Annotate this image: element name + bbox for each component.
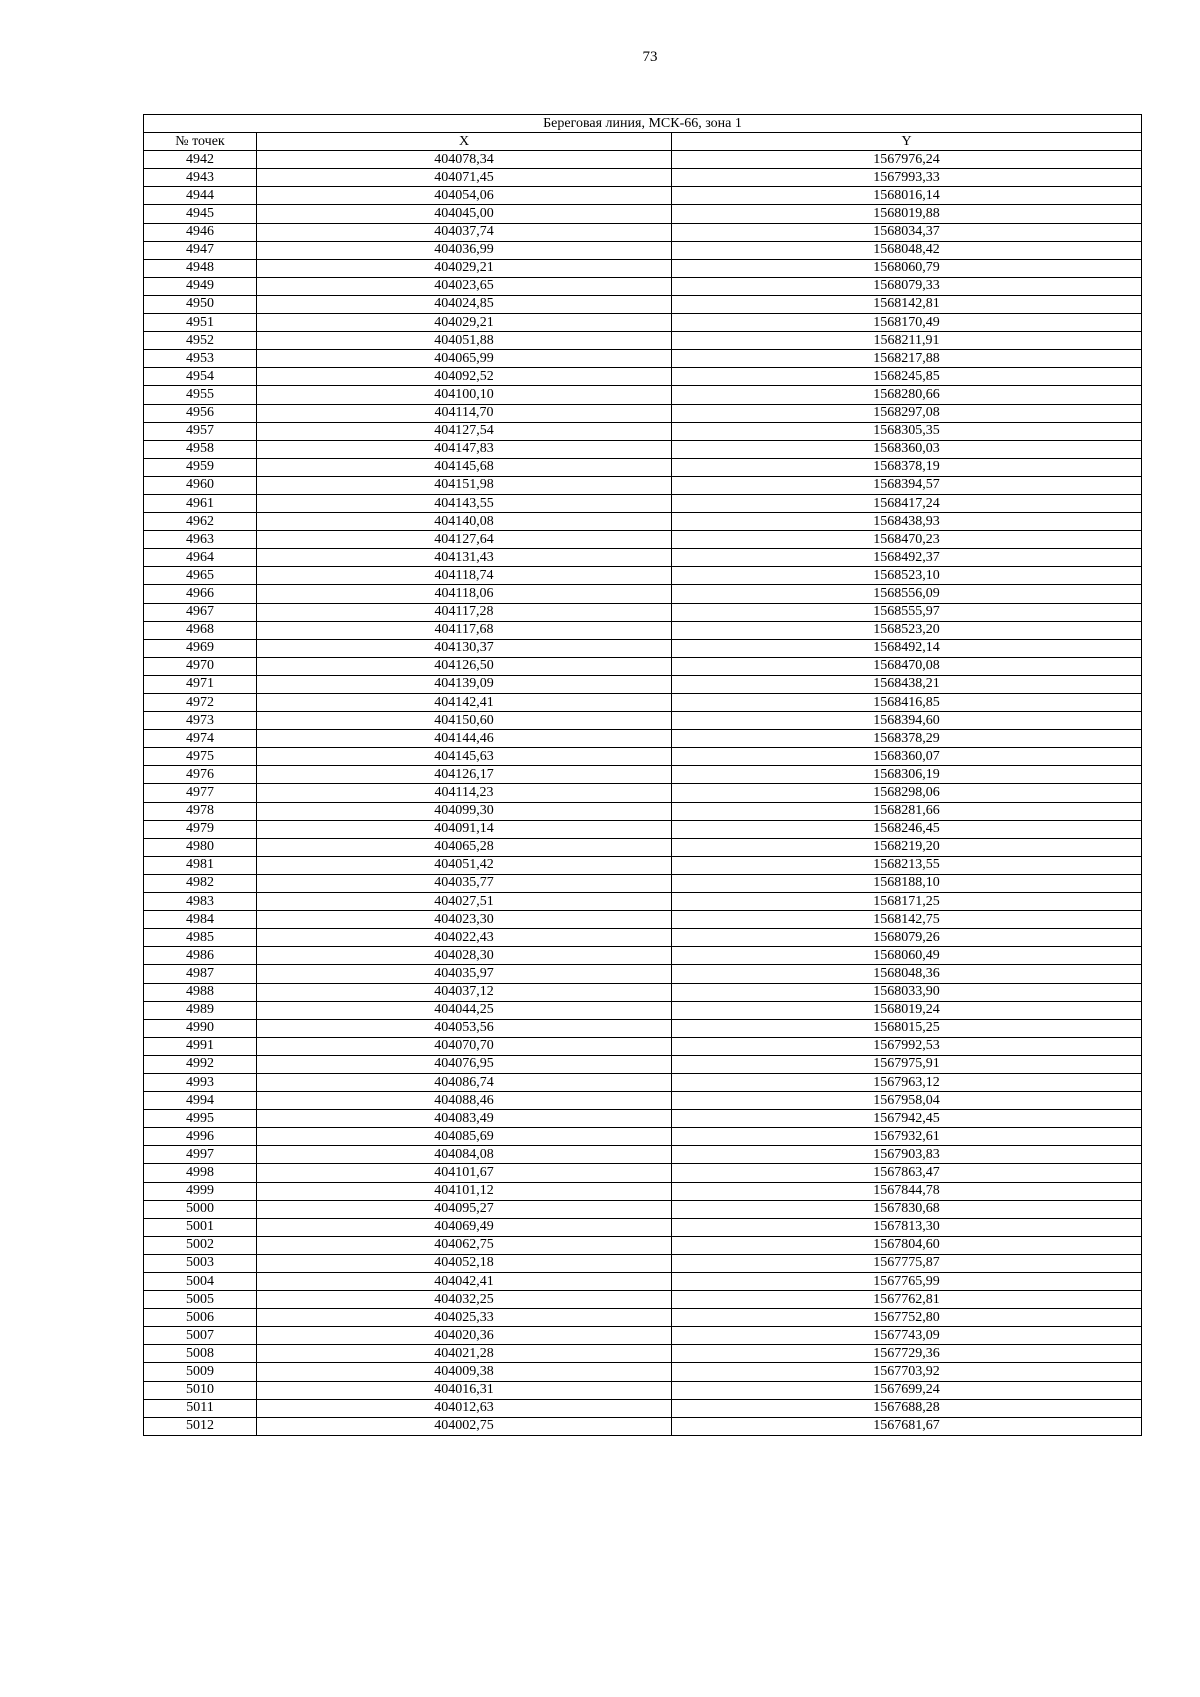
cell-y: 1568281,66 [672,802,1142,820]
cell-point-number: 4996 [144,1128,257,1146]
cell-y: 1567942,45 [672,1110,1142,1128]
cell-point-number: 4951 [144,314,257,332]
cell-y: 1568019,88 [672,205,1142,223]
cell-point-number: 4972 [144,694,257,712]
cell-x: 404118,74 [257,567,672,585]
cell-y: 1568015,25 [672,1019,1142,1037]
cell-y: 1567813,30 [672,1218,1142,1236]
table-row [144,1327,1142,1345]
cell-x: 404032,25 [257,1291,672,1309]
cell-x: 404062,75 [257,1236,672,1254]
cell-point-number: 4984 [144,911,257,929]
cell-point-number: 4997 [144,1146,257,1164]
table-row [144,784,1142,802]
table-row [144,1309,1142,1327]
cell-x: 404023,30 [257,911,672,929]
cell-point-number: 4998 [144,1164,257,1182]
cell-y: 1568417,24 [672,494,1142,512]
cell-y: 1567844,78 [672,1182,1142,1200]
cell-point-number: 4963 [144,531,257,549]
table-title: Береговая линия, МСК-66, зона 1 [144,115,1142,133]
table-row [144,1218,1142,1236]
cell-x: 404021,28 [257,1345,672,1363]
table-body [144,151,1142,1436]
cell-x: 404023,65 [257,277,672,295]
cell-point-number: 4945 [144,205,257,223]
table-row [144,712,1142,730]
table-header-row [144,133,1142,151]
cell-y: 1568492,37 [672,549,1142,567]
table-row [144,621,1142,639]
cell-point-number: 4958 [144,440,257,458]
cell-x: 404002,75 [257,1417,672,1435]
table-row [144,1381,1142,1399]
cell-point-number: 4981 [144,856,257,874]
cell-point-number: 4993 [144,1073,257,1091]
cell-x: 404101,12 [257,1182,672,1200]
cell-x: 404012,63 [257,1399,672,1417]
table-row [144,350,1142,368]
cell-point-number: 5003 [144,1254,257,1272]
table-row [144,1110,1142,1128]
cell-point-number: 4943 [144,169,257,187]
cell-x: 404065,28 [257,838,672,856]
cell-point-number: 4967 [144,603,257,621]
table-row [144,694,1142,712]
cell-x: 404127,54 [257,422,672,440]
table-row [144,1128,1142,1146]
coordinates-table [143,114,1142,1436]
cell-x: 404114,23 [257,784,672,802]
cell-y: 1568360,03 [672,440,1142,458]
cell-y: 1567775,87 [672,1254,1142,1272]
cell-point-number: 4970 [144,657,257,675]
cell-x: 404028,30 [257,947,672,965]
table-row [144,440,1142,458]
table-row [144,874,1142,892]
cell-point-number: 4969 [144,639,257,657]
cell-point-number: 4992 [144,1055,257,1073]
cell-x: 404101,67 [257,1164,672,1182]
cell-x: 404127,64 [257,531,672,549]
cell-x: 404029,21 [257,314,672,332]
table-row [144,1200,1142,1218]
cell-point-number: 4948 [144,259,257,277]
cell-point-number: 4957 [144,422,257,440]
cell-x: 404139,09 [257,675,672,693]
cell-point-number: 4946 [144,223,257,241]
cell-point-number: 4944 [144,187,257,205]
table-row [144,1146,1142,1164]
cell-y: 1568142,81 [672,295,1142,313]
cell-x: 404037,12 [257,983,672,1001]
cell-point-number: 5011 [144,1399,257,1417]
cell-x: 404117,28 [257,603,672,621]
cell-y: 1568246,45 [672,820,1142,838]
cell-point-number: 4960 [144,476,257,494]
cell-y: 1567729,36 [672,1345,1142,1363]
table-row [144,947,1142,965]
cell-point-number: 4983 [144,893,257,911]
cell-point-number: 5002 [144,1236,257,1254]
cell-point-number: 4990 [144,1019,257,1037]
cell-point-number: 5007 [144,1327,257,1345]
cell-y: 1568019,24 [672,1001,1142,1019]
cell-y: 1568033,90 [672,983,1142,1001]
table-row [144,929,1142,947]
cell-y: 1568048,42 [672,241,1142,259]
cell-point-number: 4991 [144,1037,257,1055]
table-row [144,567,1142,585]
table-row [144,458,1142,476]
cell-point-number: 4973 [144,712,257,730]
table-row [144,911,1142,929]
cell-y: 1568142,75 [672,911,1142,929]
cell-point-number: 4954 [144,368,257,386]
cell-x: 404085,69 [257,1128,672,1146]
cell-point-number: 4999 [144,1182,257,1200]
cell-point-number: 5012 [144,1417,257,1435]
table-row [144,1164,1142,1182]
cell-point-number: 4964 [144,549,257,567]
table-row [144,386,1142,404]
cell-y: 1568298,06 [672,784,1142,802]
table-row [144,494,1142,512]
header-y: Y [672,133,1142,151]
cell-point-number: 4956 [144,404,257,422]
cell-x: 404054,06 [257,187,672,205]
cell-y: 1568188,10 [672,874,1142,892]
cell-x: 404052,18 [257,1254,672,1272]
table-row [144,893,1142,911]
cell-y: 1568170,49 [672,314,1142,332]
cell-point-number: 4987 [144,965,257,983]
table-row [144,1254,1142,1272]
cell-y: 1568245,85 [672,368,1142,386]
table-row [144,151,1142,169]
cell-x: 404114,70 [257,404,672,422]
cell-y: 1568470,23 [672,531,1142,549]
table-row [144,1399,1142,1417]
cell-x: 404126,17 [257,766,672,784]
cell-y: 1568394,57 [672,476,1142,494]
cell-x: 404117,68 [257,621,672,639]
cell-y: 1568523,10 [672,567,1142,585]
cell-point-number: 5000 [144,1200,257,1218]
cell-point-number: 4965 [144,567,257,585]
table-row [144,585,1142,603]
cell-y: 1568171,25 [672,893,1142,911]
cell-x: 404140,08 [257,513,672,531]
cell-x: 404025,33 [257,1309,672,1327]
cell-point-number: 4985 [144,929,257,947]
cell-y: 1567743,09 [672,1327,1142,1345]
table-title-row [144,115,1142,133]
page-number: 73 [642,49,658,65]
cell-point-number: 4947 [144,241,257,259]
cell-x: 404044,25 [257,1001,672,1019]
cell-y: 1568438,21 [672,675,1142,693]
cell-point-number: 4979 [144,820,257,838]
cell-point-number: 4988 [144,983,257,1001]
cell-y: 1568219,20 [672,838,1142,856]
cell-point-number: 4971 [144,675,257,693]
cell-y: 1568048,36 [672,965,1142,983]
header-point-number: № точек [144,133,257,151]
table-row [144,332,1142,350]
cell-x: 404042,41 [257,1273,672,1291]
cell-x: 404045,00 [257,205,672,223]
cell-x: 404088,46 [257,1092,672,1110]
cell-x: 404145,68 [257,458,672,476]
cell-x: 404051,42 [257,856,672,874]
cell-x: 404130,37 [257,639,672,657]
table-row [144,856,1142,874]
cell-point-number: 4955 [144,386,257,404]
cell-y: 1568394,60 [672,712,1142,730]
cell-point-number: 5005 [144,1291,257,1309]
cell-y: 1567993,33 [672,169,1142,187]
cell-y: 1568034,37 [672,223,1142,241]
table-row [144,422,1142,440]
cell-x: 404142,41 [257,694,672,712]
cell-point-number: 5004 [144,1273,257,1291]
cell-y: 1567804,60 [672,1236,1142,1254]
cell-point-number: 4982 [144,874,257,892]
cell-point-number: 4986 [144,947,257,965]
cell-x: 404070,70 [257,1037,672,1055]
table-row [144,1092,1142,1110]
table-row [144,748,1142,766]
cell-y: 1568079,26 [672,929,1142,947]
cell-point-number: 4942 [144,151,257,169]
cell-y: 1568378,29 [672,730,1142,748]
cell-y: 1567976,24 [672,151,1142,169]
cell-y: 1568016,14 [672,187,1142,205]
table-row [144,965,1142,983]
table-row [144,476,1142,494]
table-row [144,639,1142,657]
cell-x: 404076,95 [257,1055,672,1073]
cell-x: 404020,36 [257,1327,672,1345]
cell-y: 1567681,67 [672,1417,1142,1435]
table-row [144,1001,1142,1019]
table-row [144,531,1142,549]
cell-x: 404086,74 [257,1073,672,1091]
cell-y: 1568213,55 [672,856,1142,874]
table-row [144,766,1142,784]
table-row [144,838,1142,856]
table-row [144,314,1142,332]
cell-y: 1568297,08 [672,404,1142,422]
cell-y: 1567699,24 [672,1381,1142,1399]
cell-y: 1567830,68 [672,1200,1142,1218]
cell-x: 404100,10 [257,386,672,404]
cell-y: 1568306,19 [672,766,1142,784]
cell-x: 404150,60 [257,712,672,730]
cell-x: 404091,14 [257,820,672,838]
table-row [144,513,1142,531]
cell-x: 404069,49 [257,1218,672,1236]
table-row [144,1345,1142,1363]
cell-y: 1568217,88 [672,350,1142,368]
cell-y: 1568060,49 [672,947,1142,965]
table-row [144,1019,1142,1037]
table-row [144,205,1142,223]
cell-x: 404027,51 [257,893,672,911]
table-row [144,295,1142,313]
cell-x: 404071,45 [257,169,672,187]
cell-y: 1568556,09 [672,585,1142,603]
cell-x: 404078,34 [257,151,672,169]
cell-point-number: 4989 [144,1001,257,1019]
header-x: X [257,133,672,151]
cell-x: 404022,43 [257,929,672,947]
cell-x: 404151,98 [257,476,672,494]
cell-x: 404126,50 [257,657,672,675]
cell-x: 404144,46 [257,730,672,748]
cell-x: 404035,77 [257,874,672,892]
cell-y: 1567765,99 [672,1273,1142,1291]
table-row [144,241,1142,259]
table-row [144,1073,1142,1091]
cell-x: 404029,21 [257,259,672,277]
cell-point-number: 4962 [144,513,257,531]
cell-point-number: 4950 [144,295,257,313]
cell-y: 1568280,66 [672,386,1142,404]
cell-y: 1568416,85 [672,694,1142,712]
cell-y: 1568060,79 [672,259,1142,277]
cell-y: 1567863,47 [672,1164,1142,1182]
table-row [144,675,1142,693]
cell-y: 1567903,83 [672,1146,1142,1164]
table-row [144,603,1142,621]
cell-y: 1568555,97 [672,603,1142,621]
cell-point-number: 5010 [144,1381,257,1399]
cell-point-number: 4966 [144,585,257,603]
table-row [144,1182,1142,1200]
cell-x: 404084,08 [257,1146,672,1164]
cell-x: 404053,56 [257,1019,672,1037]
cell-point-number: 4974 [144,730,257,748]
cell-point-number: 5009 [144,1363,257,1381]
cell-x: 404051,88 [257,332,672,350]
cell-point-number: 4977 [144,784,257,802]
cell-x: 404083,49 [257,1110,672,1128]
cell-point-number: 4994 [144,1092,257,1110]
table-row [144,730,1142,748]
cell-x: 404092,52 [257,368,672,386]
cell-y: 1568438,93 [672,513,1142,531]
cell-point-number: 4976 [144,766,257,784]
cell-y: 1568492,14 [672,639,1142,657]
cell-y: 1567752,80 [672,1309,1142,1327]
cell-y: 1567762,81 [672,1291,1142,1309]
cell-x: 404095,27 [257,1200,672,1218]
cell-x: 404145,63 [257,748,672,766]
cell-y: 1568470,08 [672,657,1142,675]
cell-point-number: 4959 [144,458,257,476]
cell-point-number: 5008 [144,1345,257,1363]
table-row [144,169,1142,187]
table-row [144,657,1142,675]
cell-y: 1567975,91 [672,1055,1142,1073]
cell-x: 404035,97 [257,965,672,983]
cell-point-number: 5001 [144,1218,257,1236]
table-row [144,259,1142,277]
table-row [144,820,1142,838]
table-row [144,1291,1142,1309]
table-row [144,1236,1142,1254]
table-row [144,277,1142,295]
cell-x: 404037,74 [257,223,672,241]
table-row [144,187,1142,205]
table-row [144,1055,1142,1073]
cell-x: 404009,38 [257,1363,672,1381]
table-row [144,549,1142,567]
table-row [144,1363,1142,1381]
cell-y: 1567932,61 [672,1128,1142,1146]
cell-point-number: 4995 [144,1110,257,1128]
cell-point-number: 4968 [144,621,257,639]
cell-y: 1568079,33 [672,277,1142,295]
cell-y: 1568360,07 [672,748,1142,766]
cell-point-number: 4949 [144,277,257,295]
cell-x: 404036,99 [257,241,672,259]
table-row [144,1037,1142,1055]
table-row [144,223,1142,241]
cell-x: 404118,06 [257,585,672,603]
table-row [144,1273,1142,1291]
cell-x: 404065,99 [257,350,672,368]
cell-point-number: 4975 [144,748,257,766]
cell-y: 1568211,91 [672,332,1142,350]
cell-x: 404143,55 [257,494,672,512]
table-row [144,404,1142,422]
cell-point-number: 5006 [144,1309,257,1327]
cell-y: 1567688,28 [672,1399,1142,1417]
table-row [144,1417,1142,1435]
cell-x: 404016,31 [257,1381,672,1399]
table-row [144,368,1142,386]
cell-x: 404147,83 [257,440,672,458]
cell-y: 1568523,20 [672,621,1142,639]
cell-y: 1568305,35 [672,422,1142,440]
cell-point-number: 4953 [144,350,257,368]
table-row [144,802,1142,820]
cell-y: 1567963,12 [672,1073,1142,1091]
cell-y: 1568378,19 [672,458,1142,476]
cell-x: 404099,30 [257,802,672,820]
cell-y: 1567958,04 [672,1092,1142,1110]
cell-point-number: 4952 [144,332,257,350]
cell-y: 1567703,92 [672,1363,1142,1381]
cell-x: 404131,43 [257,549,672,567]
cell-x: 404024,85 [257,295,672,313]
cell-y: 1567992,53 [672,1037,1142,1055]
cell-point-number: 4961 [144,494,257,512]
table-row [144,983,1142,1001]
cell-point-number: 4980 [144,838,257,856]
cell-point-number: 4978 [144,802,257,820]
